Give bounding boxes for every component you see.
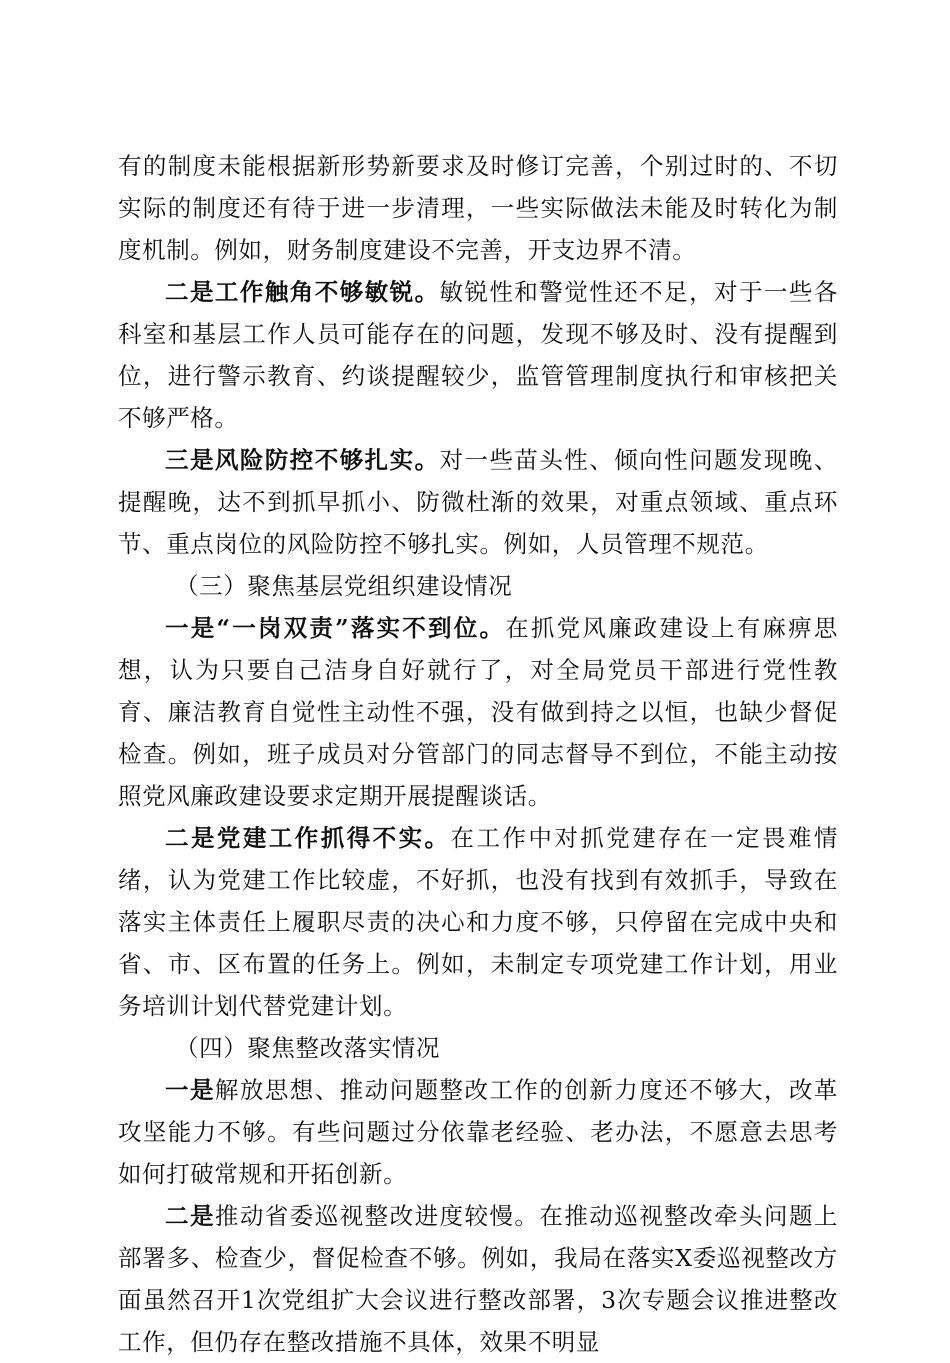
paragraph-lead: 二是党建工作抓得不实。 (165, 824, 451, 852)
paragraph-text: 对一些苗头性、倾向性问题发现晚、提醒晚，达不到抓早抓小、防微杜渐的效果，对重点领域、重点环节、重点岗位的风险防控不够扎实。例如，人员管理不规范。 (118, 446, 838, 558)
paragraph-rectification-innovation (118, 1069, 838, 1195)
paragraph-text: 在抓党风廉政建设上有麻痹思想，认为只要自己洁身自好就行了，对全局党员干部进行党性教育、廉洁教育自觉性主动性不强，没有做到持之以恒，也缺少督促检查。例如，班子成员对分管部门的同志督导不到位，不能主动按照党风廉政建设要求定期开展提醒谈话。 (118, 614, 838, 810)
paragraph-inspection-rectification (118, 1195, 838, 1363)
paragraph-work-sensitivity (118, 271, 838, 439)
paragraph-lead: 三是风险防控不够扎实。 (165, 446, 440, 474)
paragraph-one-post-two-duties (118, 607, 838, 817)
section-heading-3: （三）聚焦基层党组织建设情况 (175, 572, 513, 600)
paragraph-text: 在工作中对抓党建存在一定畏难情绪，认为党建工作比较虚，不好抓，也没有找到有效抓手，导致在落实主体责任上履职尽责的决心和力度不够，只停留在完成中央和省、市、区布置的任务上。例如，未制定专项党建工作计划，用业务培训计划代替党建计划。 (118, 824, 838, 1020)
document-body (118, 145, 838, 1363)
paragraph-text: 有的制度未能根据新形势新要求及时修订完善，个别过时的、不切实际的制度还有待于进一步清理，一些实际做法未能及时转化为制度机制。例如，财务制度建设不完善，开支边界不清。 (118, 152, 838, 264)
paragraph-lead: 二是工作触角不够敏锐。 (165, 278, 440, 306)
paragraph-text: 解放思想、推动问题整改工作的创新力度还不够大，改革攻坚能力不够。有些问题过分依靠老经验、老办法，不愿意去思考如何打破常规和开拓创新。 (118, 1076, 839, 1188)
paragraph-continuation (118, 145, 838, 271)
section-heading-4: （四）聚焦整改落实情况 (175, 1034, 441, 1062)
paragraph-lead: 一是 (165, 1076, 215, 1104)
paragraph-risk-control (118, 439, 838, 565)
paragraph-text: 敏锐性和警觉性还不足，对于一些各科室和基层工作人员可能存在的问题，发现不够及时、没有提醒到位，进行警示教育、约谈提醒较少，监管管理制度执行和审核把关不够严格。 (118, 278, 838, 432)
paragraph-lead: 二是 (165, 1202, 215, 1230)
paragraph-text: 推动省委巡视整改进度较慢。在推动巡视整改牵头问题上部署多、检查少，督促检查不够。例如，我局在落实X委巡视整改方面虽然召开1次党组扩大会议进行整改部署，3次专题会议推进整改工作，但仍存在整改措施不具体，效果不明显 (118, 1202, 839, 1356)
paragraph-party-building (118, 817, 838, 1027)
paragraph-lead: 一是“一岗双责”落实不到位。 (165, 614, 506, 642)
